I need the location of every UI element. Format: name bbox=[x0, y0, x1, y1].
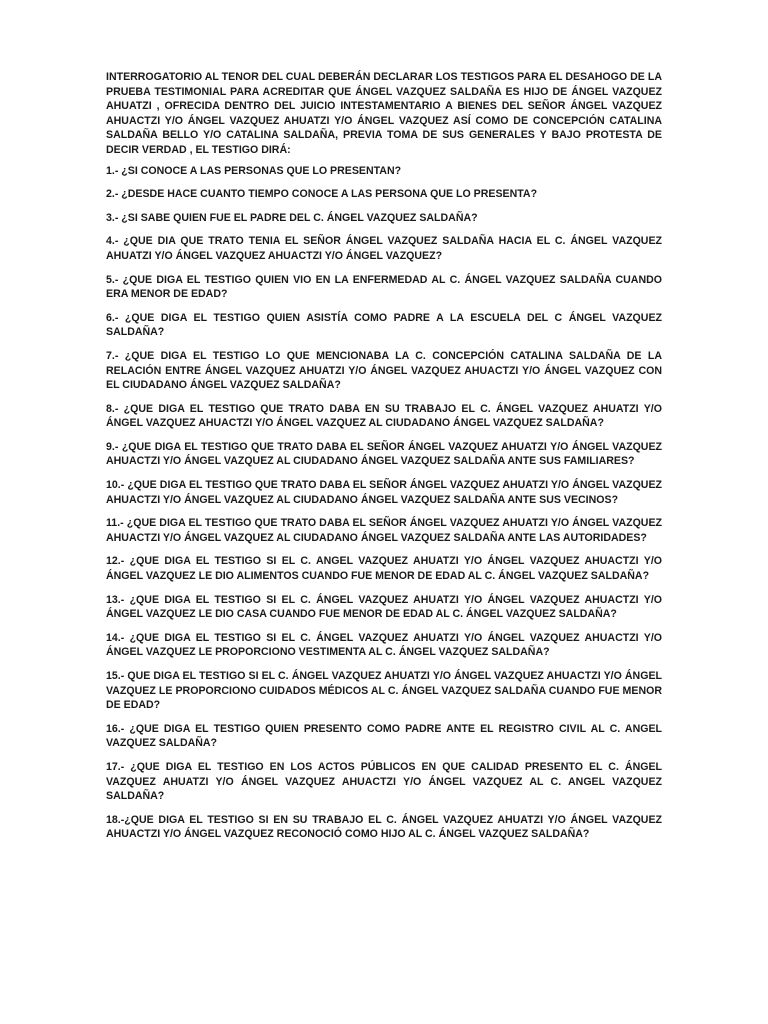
question-15: 15.- QUE DIGA EL TESTIGO SI EL C. ÁNGEL VAZQUEZ AHUATZI Y/O ÁNGEL VAZQUEZ AHUACTZI Y/O ÁNGEL VAZQUEZ LE PROPORCIONO CUIDADOS MÉDICOS AL C. ÁNGEL VAZQUEZ SALDAÑA CUANDO FUE MENOR DE EDAD? bbox=[106, 670, 662, 712]
question-17: 17.- ¿QUE DIGA EL TESTIGO EN LOS ACTOS PÚBLICOS EN QUE CALIDAD PRESENTO EL C. ÁNGEL VAZQUEZ AHUATZI Y/O ÁNGEL VAZQUEZ AHUACTZI Y/O ÁNGEL VAZQUEZ AL C. ANGEL VAZQUEZ SALDAÑA? bbox=[106, 760, 662, 803]
question-13: 13.- ¿QUE DIGA EL TESTIGO SI EL C. ÁNGEL VAZQUEZ AHUATZI Y/O ÁNGEL VAZQUEZ AHUACTZI Y/O ÁNGEL VAZQUEZ LE DIO CASA CUANDO FUE MENOR DE EDAD AL C. ÁNGEL VAZQUEZ SALDAÑA? bbox=[106, 593, 662, 621]
question-14: 14.- ¿QUE DIGA EL TESTIGO SI EL C. ÁNGEL VAZQUEZ AHUATZI Y/O ÁNGEL VAZQUEZ AHUACTZI Y/O ÁNGEL VAZQUEZ LE PROPORCIONO VESTIMENTA AL C. ÁNGEL VAZQUEZ SALDAÑA? bbox=[106, 631, 662, 659]
question-18: 18.-¿QUE DIGA EL TESTIGO SI EN SU TRABAJO EL C. ÁNGEL VAZQUEZ AHUATZI Y/O ÁNGEL VAZQUEZ AHUACTZI Y/O ÁNGEL VAZQUEZ RECONOCIÓ COMO HIJO AL C. ÁNGEL VAZQUEZ SALDAÑA? bbox=[106, 813, 662, 841]
question-10: 10.- ¿QUE DIGA EL TESTIGO QUE TRATO DABA EL SEÑOR ÁNGEL VAZQUEZ AHUATZI Y/O ÁNGEL VAZQUEZ AHUACTZI Y/O ÁNGEL VAZQUEZ AL CIUDADANO ÁNGEL VAZQUEZ SALDAÑA ANTE SUS VECINOS? bbox=[106, 479, 662, 506]
question-1: 1.- ¿SI CONOCE A LAS PERSONAS QUE LO PRESENTAN? bbox=[106, 164, 402, 177]
question-7: 7.- ¿QUE DIGA EL TESTIGO LO QUE MENCIONABA LA C. CONCEPCIÓN CATALINA SALDAÑA DE LA RELACIÓN ENTRE ÁNGEL VAZQUEZ AHUATZI Y/O ÁNGEL VAZQUEZ AHUACTZI Y/O ÁNGEL VAZQUEZ CON EL CIUDADANO ÁNGEL VAZQUEZ SALDAÑA? bbox=[106, 349, 662, 392]
question-6: 6.- ¿QUE DIGA EL TESTIGO QUIEN ASISTÍA COMO PADRE A LA ESCUELA DEL C ÁNGEL VAZQUEZ SALDAÑA? bbox=[106, 311, 662, 339]
question-8: 8.- ¿QUE DIGA EL TESTIGO QUE TRATO DABA EN SU TRABAJO EL C. ÁNGEL VAZQUEZ AHUATZI Y/O ÁNGEL VAZQUEZ AHUACTZI Y/O ÁNGEL VAZQUEZ AL CIUDADANO ÁNGEL VAZQUEZ SALDAÑA? bbox=[106, 402, 662, 430]
document-page bbox=[106, 70, 662, 851]
question-12: 12.- ¿QUE DIGA EL TESTIGO SI EL C. ANGEL VAZQUEZ AHUATZI Y/O ÁNGEL VAZQUEZ AHUACTZI Y/O ÁNGEL VAZQUEZ LE DIO ALIMENTOS CUANDO FUE MENOR DE EDAD AL C. ÁNGEL VAZQUEZ SALDAÑA? bbox=[106, 555, 662, 583]
question-3: 3.- ¿SI SABE QUIEN FUE EL PADRE DEL C. ÁNGEL VAZQUEZ SALDAÑA? bbox=[106, 211, 478, 224]
question-11: 11.- ¿QUE DIGA EL TESTIGO QUE TRATO DABA EL SEÑOR ÁNGEL VAZQUEZ AHUATZI Y/O ÁNGEL VAZQUEZ AHUACTZI Y/O ÁNGEL VAZQUEZ AL CIUDADANO ÁNGEL VAZQUEZ SALDAÑA ANTE LAS AUTORIDADES? bbox=[106, 517, 662, 544]
question-9: 9.- ¿QUE DIGA EL TESTIGO QUE TRATO DABA EL SEÑOR ÁNGEL VAZQUEZ AHUATZI Y/O ÁNGEL VAZQUEZ AHUACTZI Y/O ÁNGEL VAZQUEZ AL CIUDADANO ÁNGEL VAZQUEZ SALDAÑA ANTE SUS FAMILIARES? bbox=[106, 440, 662, 468]
question-16: 16.- ¿QUE DIGA EL TESTIGO QUIEN PRESENTO COMO PADRE ANTE EL REGISTRO CIVIL AL C. ANGEL VAZQUEZ SALDAÑA? bbox=[106, 722, 662, 750]
question-5: 5.- ¿QUE DIGA EL TESTIGO QUIEN VIO EN LA ENFERMEDAD AL C. ÁNGEL VAZQUEZ SALDAÑA CUANDO ERA MENOR DE EDAD? bbox=[106, 273, 662, 301]
intro-paragraph: INTERROGATORIO AL TENOR DEL CUAL DEBERÁN DECLARAR LOS TESTIGOS PARA EL DESAHOGO DE LA PRUEBA TESTIMONIAL PARA ACREDITAR QUE ÁNGEL VAZQUEZ SALDAÑA ES HIJO DE ÁNGEL VAZQUEZ AHUATZI , OFRECIDA DENTRO DEL JUICIO INTESTAMENTARIO A BIENES DEL SEÑOR ÁNGEL VAZQUEZ AHUACTZI Y/O ÁNGEL VAZQUEZ AHUATZI Y/O ÁNGEL VAZQUEZ ASÍ COMO DE CONCEPCIÓN CATALINA SALDAÑA BELLO Y/O CATALINA SALDAÑA, PREVIA TOMA DE SUS GENERALES Y BAJO PROTESTA DE DECIR VERDAD , EL TESTIGO DIRÁ: bbox=[106, 71, 662, 156]
question-2: 2.- ¿DESDE HACE CUANTO TIEMPO CONOCE A LAS PERSONA QUE LO PRESENTA? bbox=[106, 188, 538, 201]
question-4: 4.- ¿QUE DIA QUE TRATO TENIA EL SEÑOR ÁNGEL VAZQUEZ SALDAÑA HACIA EL C. ÁNGEL VAZQUEZ AHUATZI Y/O ÁNGEL VAZQUEZ AHUACTZI Y/O ÁNGEL VAZQUEZ? bbox=[106, 235, 662, 262]
